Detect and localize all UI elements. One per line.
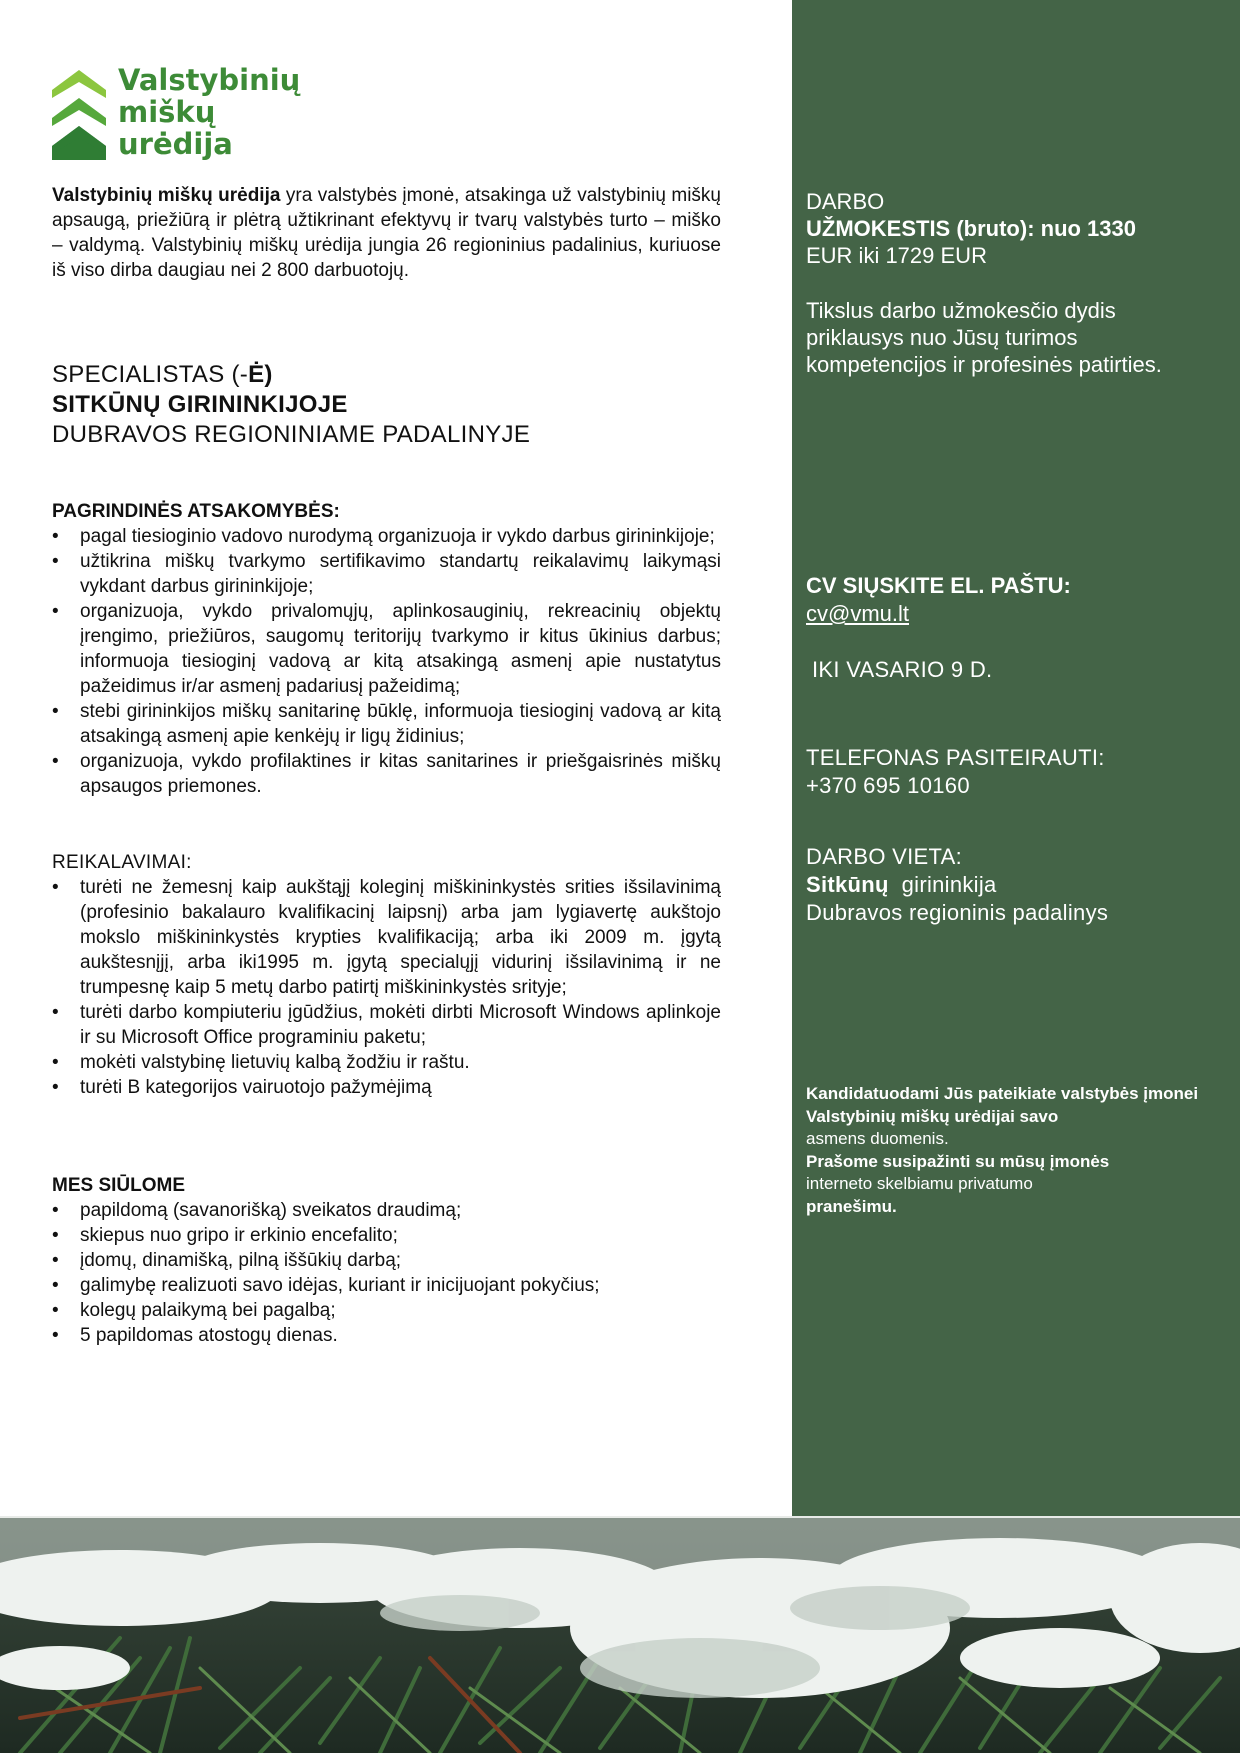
salary-rest: EUR iki 1729 EUR xyxy=(806,243,987,268)
list-item: • organizuoja, vykdo profilaktines ir kitas sanitarines ir priešgaisrinės miškų apsaugos priemones. xyxy=(52,749,721,799)
phone-number[interactable]: +370 695 10160 xyxy=(806,773,970,798)
list-item: • kolegų palaikymą bei pagalbą; xyxy=(52,1298,721,1323)
list-item: • stebi girininkijos miškų sanitarinę būklę, informuoja tiesioginį vadovą ar kitą atsakingą asmenį apie kenkėjų ir ligų židinius; xyxy=(52,699,721,749)
position-line-3: DUBRAVOS REGIONINIAME PADALINYJE xyxy=(52,421,531,448)
logo-line-3: urėdija xyxy=(118,127,233,161)
workplace-name: Sitkūnų xyxy=(806,872,889,897)
cv-block xyxy=(806,572,1212,628)
cv-label: CV SIŲSKITE EL. PAŠTU: xyxy=(806,573,1071,598)
privacy-notice xyxy=(806,1083,1212,1218)
requirements-section xyxy=(52,850,721,1100)
list-item: • skiepus nuo gripo ir erkinio encefalito; xyxy=(52,1223,721,1248)
list-item: • mokėti valstybinę lietuvių kalbą žodžiu ir raštu. xyxy=(52,1050,721,1075)
offer-heading: MES SIŪLOME xyxy=(52,1175,186,1196)
list-item: • turėti B kategorijos vairuotojo pažymėjimą xyxy=(52,1075,721,1100)
intro-paragraph xyxy=(52,183,721,283)
list-item: • 5 papildomas atostogų dienas. xyxy=(52,1323,721,1348)
responsibilities-heading: PAGRINDINĖS ATSAKOMYBĖS: xyxy=(52,501,340,522)
workplace-type: girininkija xyxy=(888,872,997,897)
logo-line-1: Valstybinių xyxy=(118,63,301,97)
position-line-2: SITKŪNŲ GIRININKIJOJE xyxy=(52,391,348,418)
position-line-1 xyxy=(52,360,721,390)
requirements-heading: REIKALAVIMAI: xyxy=(52,852,192,873)
salary-note: Tikslus darbo užmokesčio dydis priklausys nuo Jūsų turimos kompetencijos ir profesinės patirties. xyxy=(806,298,1162,377)
position-line-1-bold: Ė) xyxy=(248,361,273,388)
list-item: • organizuoja, vykdo privalomųjų, aplinkosauginių, rekreacinių objektų įrengimo, priežiūros, saugomų teritorijų tvarkymo ir kitus ūkinius darbus; informuoja tiesioginį vadovą ar kitą atsakingą asmenį apie nustatytus pažeidimus ir/ar asmenį padariusį pažeidimą; xyxy=(52,599,721,699)
position-line-1-prefix: SPECIALISTAS (- xyxy=(52,361,249,388)
list-item: • turėti darbo kompiuteriu įgūdžius, mokėti dirbti Microsoft Windows aplinkoje ir su Microsoft Office programiniu paketu; xyxy=(52,1000,721,1050)
salary-amount: UŽMOKESTIS (bruto): nuo 1330 xyxy=(806,216,1136,241)
list-item: • galimybę realizuoti savo idėjas, kuriant ir inicijuojant pokyčius; xyxy=(52,1273,721,1298)
privacy-bold-1: Kandidatuodami Jūs pateikiate valstybės įmonei Valstybinių miškų urėdijai savo xyxy=(806,1084,1199,1126)
privacy-normal-1: asmens duomenis. xyxy=(806,1129,949,1148)
intro-text: yra valstybės įmonė, atsakinga už valstybinių miškų apsaugą, priežiūrą ir plėtrą užtikrinant efektyvų ir tvarų valstybės turto – miško – valdymą. Valstybinių miškų urėdija jungia 26 regioninius padalinius, kuriuose iš viso dirba daugiau nei 2 800 darbuotojų. xyxy=(52,185,721,281)
privacy-link[interactable]: pranešimu. xyxy=(806,1196,897,1216)
list-item: • pagal tiesioginio vadovo nurodymą organizuoja ir vykdo darbus girininkijoje; xyxy=(52,524,721,549)
position-title xyxy=(52,360,721,450)
list-item: • įdomų, dinamišką, pilną iššūkių darbą; xyxy=(52,1248,721,1273)
responsibilities-section xyxy=(52,499,721,799)
responsibilities-list xyxy=(52,524,721,799)
list-item: • užtikrina miškų tvarkymo sertifikavimo standartų reikalavimų laikymąsi vykdant darbus girininkijoje; xyxy=(52,549,721,599)
logo-line-2: miškų xyxy=(118,95,216,129)
workplace-unit: Dubravos regioninis padalinys xyxy=(806,900,1109,925)
tree-chevron-logo-icon xyxy=(52,68,106,172)
offer-section xyxy=(52,1173,721,1348)
salary-block xyxy=(806,188,1212,269)
salary-label: DARBO xyxy=(806,189,885,214)
offer-list xyxy=(52,1198,721,1348)
privacy-bold-2: Prašome susipažinti su mūsų įmonės xyxy=(806,1151,1110,1171)
info-sidebar xyxy=(792,0,1240,1516)
phone-block xyxy=(806,744,1212,800)
requirements-list xyxy=(52,875,721,1100)
intro-company-name: Valstybinių miškų urėdija xyxy=(52,185,281,206)
workplace-label: DARBO VIETA: xyxy=(806,844,962,869)
logo-wordmark xyxy=(118,64,300,160)
workplace-block xyxy=(806,843,1212,927)
company-logo xyxy=(52,63,301,176)
deadline-text: IKI VASARIO 9 D. xyxy=(812,657,993,682)
privacy-normal-2: interneto skelbiamu privatumo xyxy=(806,1174,1033,1193)
cv-email-link[interactable]: cv@vmu.lt xyxy=(806,601,910,626)
snowy-fir-branch-photo xyxy=(0,1518,1240,1753)
list-item: • papildomą (savanorišką) sveikatos draudimą; xyxy=(52,1198,721,1223)
list-item: • turėti ne žemesnį kaip aukštąjį koleginį miškininkystės srities išsilavinimą (profesinio bakalauro kvalifikacinį laipsnį) arba jam lygiavertę aukštojo mokslo miškininkystės krypties kvalifikaciją; arba iki 2009 m. įgytą aukštesnįjį, arba iki1995 m. įgytą specialųjį vidurinį išsilavinimą ir ne trumpesnę kaip 5 metų darbo patirtį miškininkystės srityje; xyxy=(52,875,721,1000)
fir-branch-illustration xyxy=(0,1518,1240,1753)
phone-label: TELEFONAS PASITEIRAUTI: xyxy=(806,745,1105,770)
